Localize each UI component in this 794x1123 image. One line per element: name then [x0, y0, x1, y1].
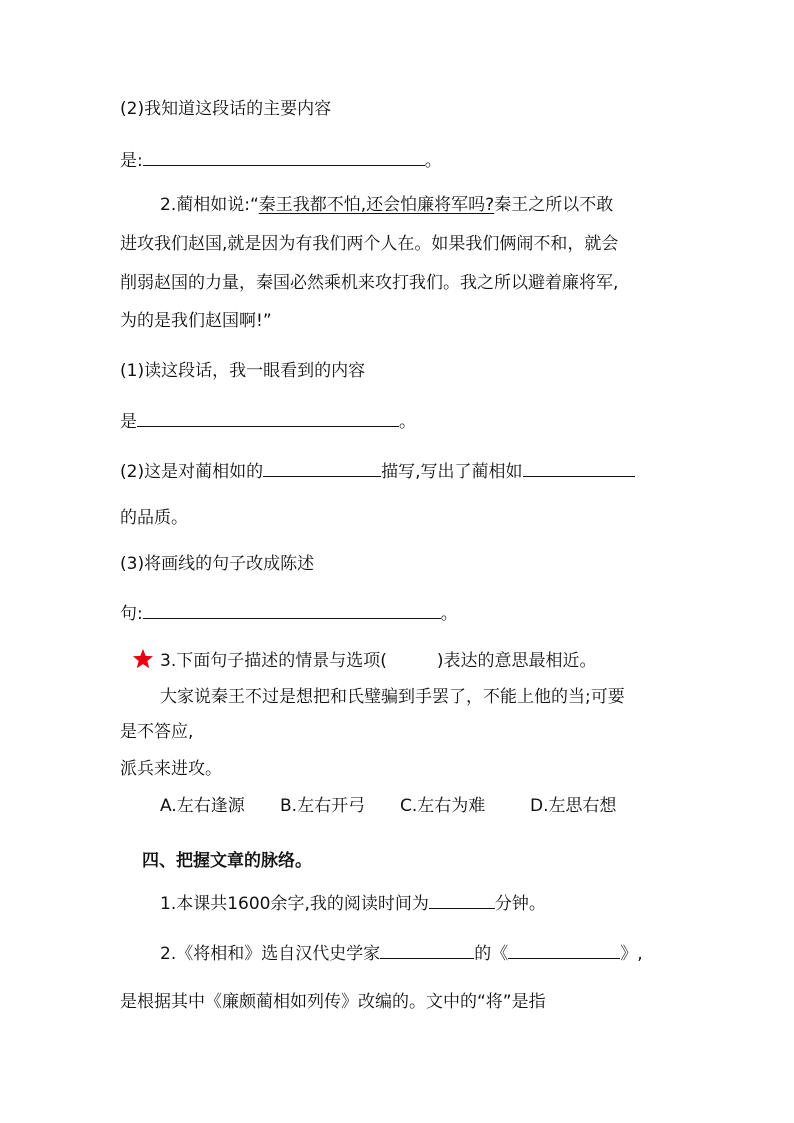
q2-sub2-part1: (2)这是对蔺相如的 — [120, 462, 264, 482]
answer-blank-1[interactable] — [263, 460, 381, 477]
s4-q2-part2: 的《 — [474, 944, 509, 964]
q3-stem-a: 3.下面句子描述的情景与选项( — [160, 651, 387, 671]
q2-sub2-line2: 的品质。 — [120, 508, 188, 528]
q2-line1-rest: 秦王之所以不敢 — [494, 195, 614, 215]
q2-sub3-prompt: (3)将画线的句子改成陈述 — [120, 554, 315, 574]
q1-sub2-answer-line — [120, 149, 442, 172]
answer-blank[interactable] — [143, 602, 441, 619]
answer-end: 。 — [399, 412, 416, 432]
q1-sub2-prompt: (2)我知道这段话的主要内容 — [120, 99, 332, 119]
answer-prefix: 句: — [120, 604, 143, 624]
answer-prefix: 是: — [120, 151, 143, 171]
q3-quote-line1: 大家说秦王不过是想把和氏璧骗到手罢了，不能上他的当;可要 — [160, 687, 625, 707]
option-a[interactable]: A.左右逢源 — [160, 796, 245, 816]
answer-blank[interactable] — [143, 149, 425, 166]
answer-blank[interactable] — [137, 410, 399, 427]
s4-q1-part1: 1.本课共1600余字,我的阅读时间为 — [160, 894, 429, 914]
q2-passage-line4: 为的是我们赵国啊!” — [120, 311, 272, 331]
q2-passage-line1 — [160, 194, 613, 216]
s4-q2-line2: 是根据其中《廉颇蔺相如列传》改编的。文中的“将”是指 — [120, 992, 546, 1012]
answer-prefix: 是 — [120, 412, 137, 432]
underlined-sentence: 秦王我都不怕,还会怕廉将军吗? — [258, 195, 495, 215]
answer-blank-2[interactable] — [508, 942, 620, 959]
section-4-title: 四、把握文章的脉络。 — [142, 851, 312, 871]
option-c[interactable]: C.左右为难 — [400, 796, 486, 816]
q2-sub3-answer-line — [120, 602, 458, 625]
s4-q2-line1 — [160, 942, 643, 965]
q2-sub1-prompt: (1)读这段话，我一眼看到的内容 — [120, 361, 366, 381]
q3-stem-b: )表达的意思最相近。 — [436, 651, 597, 671]
s4-q2-part1: 2.《将相和》选自汉代史学家 — [160, 944, 381, 964]
q2-passage-line3: 削弱赵国的力量，秦国必然乘机来攻打我们。我之所以避着廉将军, — [120, 273, 619, 293]
answer-blank-1[interactable] — [380, 942, 474, 959]
q2-sub2-line1 — [120, 460, 635, 483]
q2-sub2-part2: 描写,写出了蔺相如 — [381, 462, 523, 482]
answer-end: 。 — [440, 604, 458, 624]
s4-q1 — [160, 892, 546, 915]
q2-sub1-answer-line — [120, 410, 416, 433]
s4-q1-part2: 分钟。 — [494, 894, 546, 914]
option-d[interactable]: D.左思右想 — [530, 796, 617, 816]
q3-quote-line3: 派兵来进攻。 — [120, 759, 222, 779]
star-icon — [132, 648, 154, 670]
q2-intro: 2.蔺相如说:“ — [160, 195, 259, 215]
q3-stem — [160, 650, 597, 672]
answer-end: 。 — [424, 151, 442, 171]
q3-quote-line2: 是不答应, — [120, 722, 194, 742]
answer-blank-2[interactable] — [523, 460, 635, 477]
answer-blank[interactable] — [429, 892, 495, 909]
option-b[interactable]: B.左右开弓 — [280, 796, 366, 816]
q2-passage-line2: 进攻我们赵国,就是因为有我们两个人在。如果我们俩闹不和，就会 — [120, 234, 619, 254]
s4-q2-part3: 》, — [620, 944, 643, 964]
